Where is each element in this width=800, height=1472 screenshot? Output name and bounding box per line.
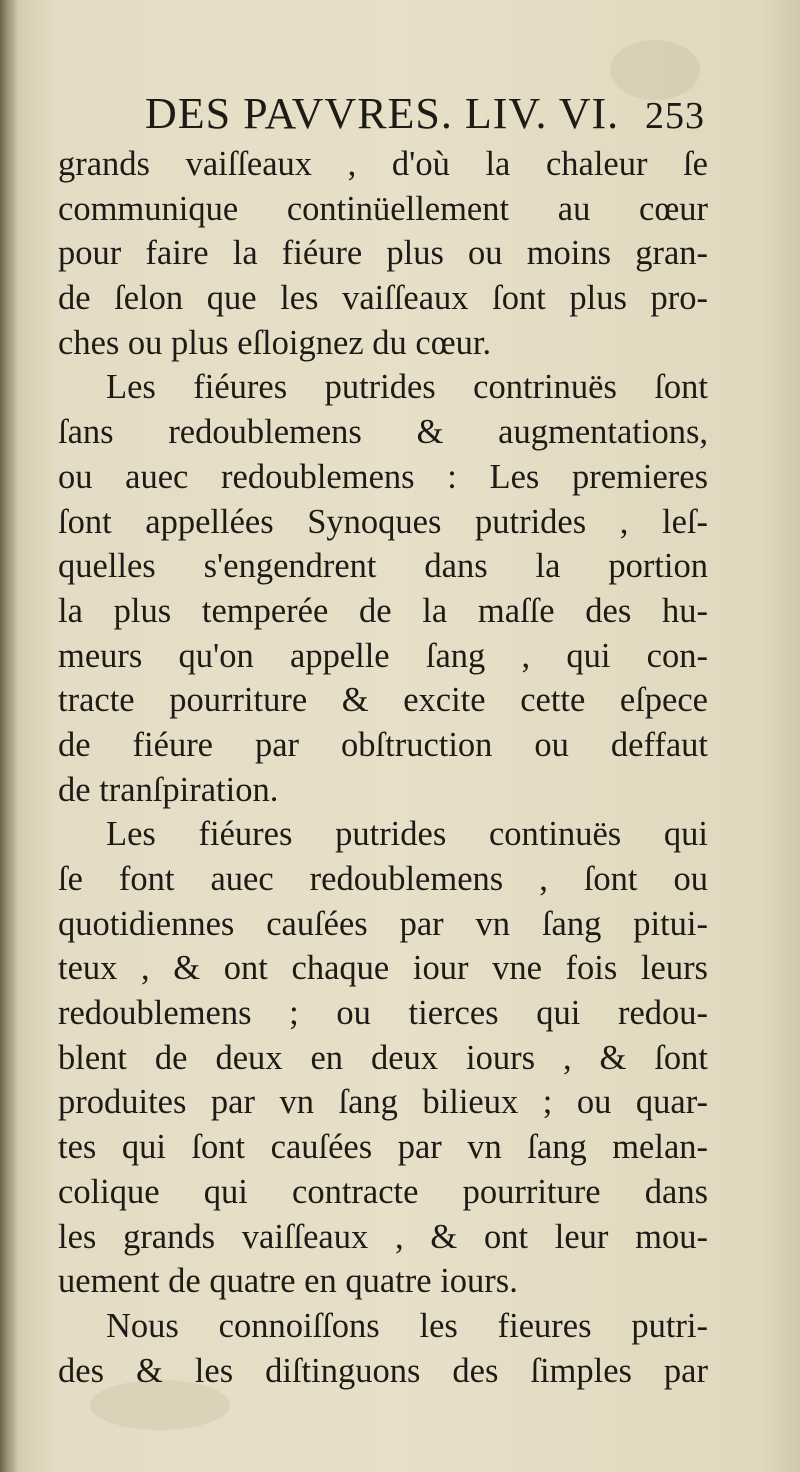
page-number: 253 <box>645 95 705 137</box>
running-title: DES PAVVRES. LIV. VI. <box>145 89 620 138</box>
paragraph-first-line: Les fiéures putrides continuës qui <box>106 815 708 854</box>
text-line: ſont appellées Synoques putrides , leſ- <box>58 502 708 541</box>
text-line: teux , & ont chaque iour vne fois leurs <box>58 949 708 988</box>
binding-gutter-shadow <box>0 0 18 1472</box>
text-line: quotidiennes cauſées par vn ſang pitui- <box>58 904 708 943</box>
text-line: de fiéure par obſtruction ou deffaut <box>58 725 708 764</box>
text-line: de ſelon que les vaiſſeaux ſont plus pro- <box>58 279 708 318</box>
text-line: tes qui ſont cauſées par vn ſang melan- <box>58 1128 708 1167</box>
text-line: uement de quatre en quatre iours. <box>58 1262 518 1301</box>
text-line: pour faire la fiéure plus ou moins gran- <box>58 234 708 273</box>
running-header <box>145 88 705 144</box>
text-line: communique continüellement au cœur <box>58 189 708 228</box>
text-line: ſans redoublemens & augmentations, <box>58 413 708 452</box>
text-line: ou auec redoublemens : Les premieres <box>58 457 708 496</box>
text-line: tracte pourriture & excite cette eſpece <box>58 681 708 720</box>
body-text <box>58 142 708 1393</box>
paragraph-first-line: Les fiéures putrides contrinuës ſont <box>106 368 708 407</box>
text-line: colique qui contracte pourriture dans <box>58 1172 708 1211</box>
text-line: produites par vn ſang bilieux ; ou quar- <box>58 1083 708 1122</box>
text-line: la plus temperée de la maſſe des hu- <box>58 591 708 630</box>
text-line: grands vaiſſeaux , d'où la chaleur ſe <box>58 145 708 183</box>
text-line: ſe font auec redoublemens , ſont ou <box>58 860 708 898</box>
paragraph-first-line: Nous connoiſſons les fieures putri- <box>106 1306 708 1345</box>
text-line: blent de deux en deux iours , & ſont <box>58 1038 708 1077</box>
text-line: des & les diſtinguons des ſimples par <box>58 1351 708 1390</box>
text-line: quelles s'engendrent dans la portion <box>58 547 708 586</box>
text-line: de tranſpiration. <box>58 770 279 809</box>
text-line: ches ou plus eſloignez du cœur. <box>58 323 492 362</box>
text-line: les grands vaiſſeaux , & ont leur mou- <box>58 1217 708 1256</box>
text-line: meurs qu'on appelle ſang , qui con- <box>58 636 708 675</box>
text-line: redoublemens ; ou tierces qui redou- <box>58 994 708 1033</box>
